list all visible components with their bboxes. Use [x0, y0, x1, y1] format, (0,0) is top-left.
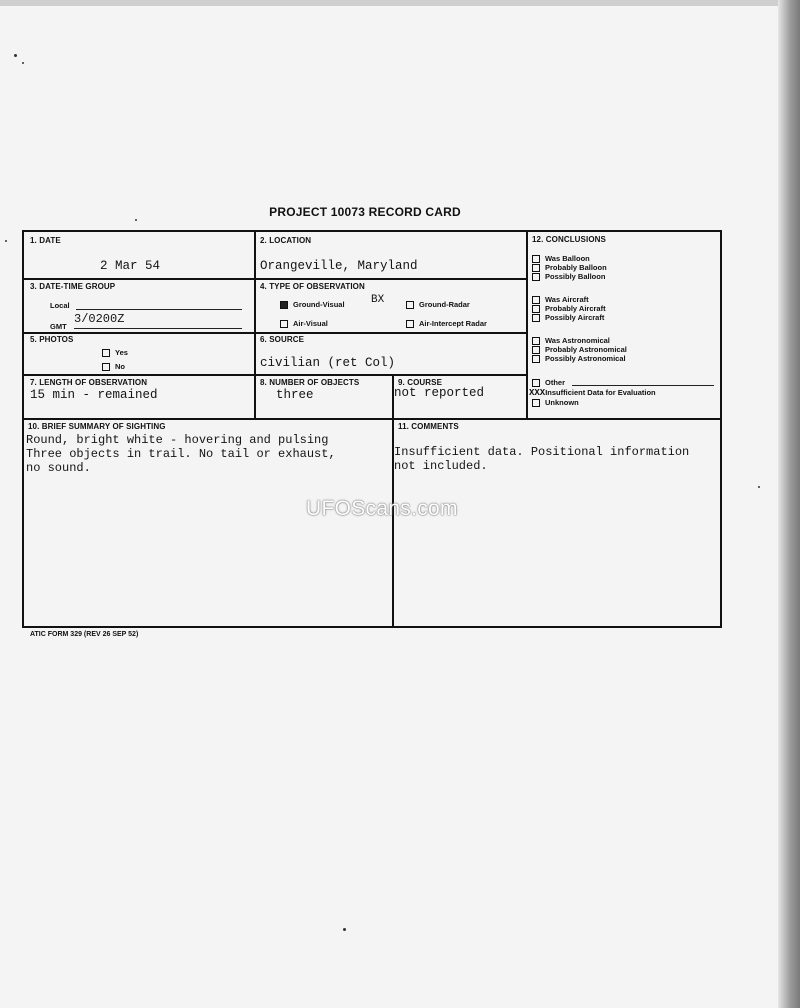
- conclusion-other: Other: [532, 378, 565, 387]
- objects-value: three: [276, 388, 314, 402]
- dtg-label: 3. DATE-TIME GROUP: [30, 282, 116, 291]
- grid-line: [24, 374, 526, 376]
- checkbox-icon: [532, 296, 540, 304]
- comments-label: 11. COMMENTS: [398, 422, 459, 431]
- conclusion-probably-balloon: Probably Balloon: [532, 263, 607, 272]
- checkbox-icon: [532, 305, 540, 313]
- gmt-label: GMT: [50, 322, 67, 331]
- watermark: UFOScans.com: [306, 497, 458, 520]
- other-underline: [572, 385, 714, 386]
- checkbox-icon: [102, 349, 110, 357]
- grid-line: [24, 278, 526, 280]
- checkbox-icon: [280, 320, 288, 328]
- gmt-value: 3/0200Z: [74, 312, 125, 326]
- comments-text: [394, 445, 689, 473]
- conclusion-insufficient-data: XXXInsufficient Data for Evaluation: [529, 388, 656, 398]
- gmt-underline: [74, 328, 242, 329]
- dust-speck: [135, 219, 137, 221]
- length-value: 15 min - remained: [30, 388, 158, 402]
- dust-speck: [343, 928, 346, 931]
- source-label: 6. SOURCE: [260, 335, 305, 344]
- conclusion-unknown: Unknown: [532, 398, 579, 407]
- objects-label: 8. NUMBER OF OBJECTS: [260, 378, 360, 387]
- length-label: 7. LENGTH OF OBSERVATION: [30, 378, 148, 387]
- conclusion-probably-aircraft: Probably Aircraft: [532, 304, 606, 313]
- grid-line: [24, 332, 526, 334]
- dust-speck: [14, 54, 17, 57]
- conclusion-was-astronomical: Was Astronomical: [532, 336, 610, 345]
- local-underline: [76, 309, 242, 310]
- checkbox-icon: [532, 355, 540, 363]
- conclusion-possibly-aircraft: Possibly Aircraft: [532, 313, 604, 322]
- summary-label: 10. BRIEF SUMMARY OF SIGHTING: [28, 422, 166, 431]
- source-value: civilian (ret Col): [260, 356, 396, 370]
- type-mark: BX: [371, 294, 385, 306]
- checkbox-icon: [406, 301, 414, 309]
- dust-speck: [22, 62, 24, 64]
- photos-option-yes: Yes: [102, 348, 128, 357]
- insufficient-mark: XXX: [529, 388, 546, 398]
- course-value: not reported: [394, 386, 485, 400]
- type-option-air-visual: Air-Visual: [280, 319, 328, 328]
- checkbox-icon: [532, 273, 540, 281]
- scan-right-edge: [778, 0, 800, 1008]
- checkbox-icon: [102, 363, 110, 371]
- grid-line: [254, 232, 256, 418]
- location-label: 2. LOCATION: [260, 236, 312, 245]
- grid-line: [24, 418, 720, 420]
- type-option-ground-visual: Ground-Visual: [280, 300, 345, 309]
- card-title: PROJECT 10073 RECORD CARD: [269, 205, 461, 219]
- conclusion-possibly-balloon: Possibly Balloon: [532, 272, 605, 281]
- comments-line: Insufficient data. Positional information: [394, 445, 690, 459]
- conclusion-was-balloon: Was Balloon: [532, 254, 590, 263]
- checkbox-icon: [532, 379, 540, 387]
- conclusions-cell: [528, 232, 720, 418]
- record-card: [22, 230, 722, 628]
- conclusions-label: 12. CONCLUSIONS: [532, 235, 606, 244]
- checkbox-icon: [532, 255, 540, 263]
- conclusion-was-aircraft: Was Aircraft: [532, 295, 589, 304]
- summary-line: no sound.: [26, 461, 91, 475]
- summary-text: [26, 433, 336, 475]
- course-label: 9. COURSE: [398, 378, 443, 387]
- date-label: 1. DATE: [30, 236, 61, 245]
- checkbox-icon: [532, 264, 540, 272]
- type-option-ground-radar: Ground-Radar: [406, 300, 470, 309]
- summary-line: Round, bright white - hovering and pulsing: [26, 433, 329, 447]
- conclusion-possibly-astronomical: Possibly Astronomical: [532, 354, 626, 363]
- dust-speck: [758, 486, 760, 488]
- date-value: 2 Mar 54: [100, 259, 161, 273]
- checkbox-icon: [532, 346, 540, 354]
- photos-label: 5. PHOTOS: [30, 335, 74, 344]
- conclusion-probably-astronomical: Probably Astronomical: [532, 345, 627, 354]
- checkbox-icon: [532, 337, 540, 345]
- location-value: Orangeville, Maryland: [260, 259, 418, 273]
- type-option-air-intercept-radar: Air-Intercept Radar: [406, 319, 487, 328]
- checkbox-icon: [532, 399, 540, 407]
- summary-line: Three objects in trail. No tail or exhaust,: [26, 447, 336, 461]
- local-label: Local: [50, 301, 70, 310]
- dust-speck: [5, 240, 7, 242]
- comments-line: not included.: [394, 459, 488, 473]
- checkbox-icon: [406, 320, 414, 328]
- photos-option-no: No: [102, 362, 125, 371]
- checkbox-icon: [532, 314, 540, 322]
- scan-top-edge: [0, 0, 800, 6]
- type-label: 4. TYPE OF OBSERVATION: [260, 282, 365, 291]
- checkbox-icon: [280, 301, 288, 309]
- form-identifier: ATIC FORM 329 (REV 26 SEP 52): [30, 631, 139, 638]
